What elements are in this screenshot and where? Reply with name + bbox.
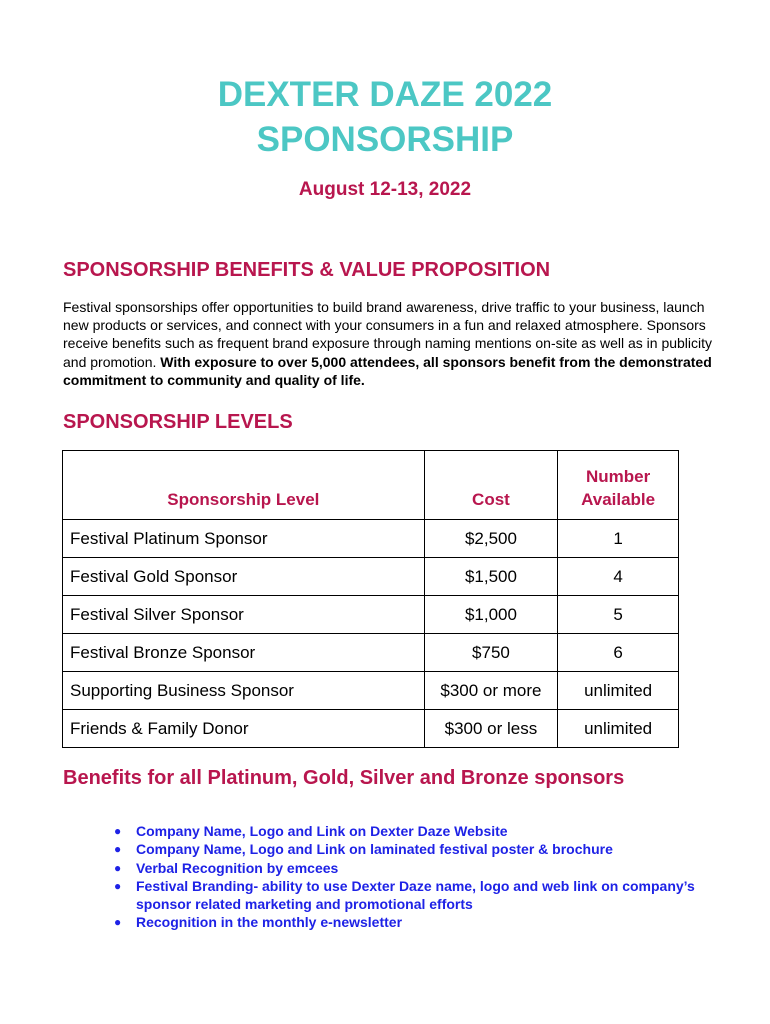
bullet-icon: ● — [114, 824, 122, 838]
table-row — [63, 672, 679, 710]
bullet-icon: ● — [114, 842, 122, 857]
table-row — [63, 710, 679, 748]
benefits-paragraph — [63, 298, 723, 389]
document-title-line1: DEXTER DAZE 2022 — [217, 75, 553, 114]
benefits-text: Festival sponsorships offer opportunities to build brand awareness, drive traffic to your business, launch new products or services, and connect with your consumers in a fun and relaxed atmosphere. Sponsors receive benefits such as frequent brand exposure through naming mentions on-site as well as in publicity and promotion. — [63, 299, 713, 370]
benefits-bullet-list — [0, 822, 700, 932]
bullet-icon: ● — [114, 878, 122, 893]
header-cost: Cost — [424, 451, 558, 520]
table-row — [63, 634, 679, 672]
bullet-icon: ● — [114, 860, 122, 875]
header-level: Sponsorship Level — [63, 451, 425, 520]
number-cell: unlimited — [558, 710, 679, 748]
levels-heading: SPONSORSHIP LEVELS — [63, 411, 293, 433]
cost-cell: $750 — [424, 634, 558, 672]
list-item — [0, 822, 700, 840]
header-number-available: Number Available — [558, 451, 679, 520]
cost-cell: $300 or more — [424, 672, 558, 710]
table-header-row — [63, 451, 679, 520]
level-cell: Festival Silver Sponsor — [63, 596, 425, 634]
cost-cell: $1,000 — [424, 596, 558, 634]
number-cell: 4 — [558, 558, 679, 596]
table-row — [63, 558, 679, 596]
level-cell: Friends & Family Donor — [63, 710, 425, 748]
number-cell: 5 — [558, 596, 679, 634]
all-benefits-heading: Benefits for all Platinum, Gold, Silver and Bronze sponsors — [63, 767, 625, 789]
event-date: August 12-13, 2022 — [298, 179, 472, 200]
level-cell: Festival Gold Sponsor — [63, 558, 425, 596]
bullet-text: Verbal Recognition by emcees — [136, 859, 339, 876]
cost-cell: $300 or less — [424, 710, 558, 748]
bullet-text: Company Name, Logo and Link on Dexter Daze Website — [136, 823, 508, 839]
level-cell: Supporting Business Sponsor — [63, 672, 425, 710]
benefits-bold-text: With exposure to over 5,000 attendees, all sponsors benefit from the demonstrated commitment to community and quality of life. — [63, 353, 712, 388]
level-cell: Festival Platinum Sponsor — [63, 520, 425, 558]
list-item — [0, 877, 700, 914]
benefits-heading: SPONSORSHIP BENEFITS & VALUE PROPOSITION — [63, 259, 551, 281]
sponsorship-levels-table — [62, 450, 679, 748]
number-cell: 1 — [558, 520, 679, 558]
level-cell: Festival Bronze Sponsor — [63, 634, 425, 672]
document-title-line2: SPONSORSHIP — [256, 120, 514, 159]
number-cell: 6 — [558, 634, 679, 672]
list-item — [0, 913, 700, 931]
table-row — [63, 596, 679, 634]
cost-cell: $2,500 — [424, 520, 558, 558]
list-item — [0, 859, 700, 877]
number-cell: unlimited — [558, 672, 679, 710]
bullet-text: Festival Branding- ability to use Dexter Daze name, logo and web link on company’s sponsor related marketing and promotional efforts — [136, 877, 695, 913]
cost-cell: $1,500 — [424, 558, 558, 596]
bullet-text: Recognition in the monthly e-newsletter — [136, 914, 403, 931]
bullet-text: Company Name, Logo and Link on laminated festival poster & brochure — [136, 841, 613, 858]
table-row — [63, 520, 679, 558]
list-item — [0, 840, 700, 858]
bullet-icon: ● — [114, 915, 122, 930]
